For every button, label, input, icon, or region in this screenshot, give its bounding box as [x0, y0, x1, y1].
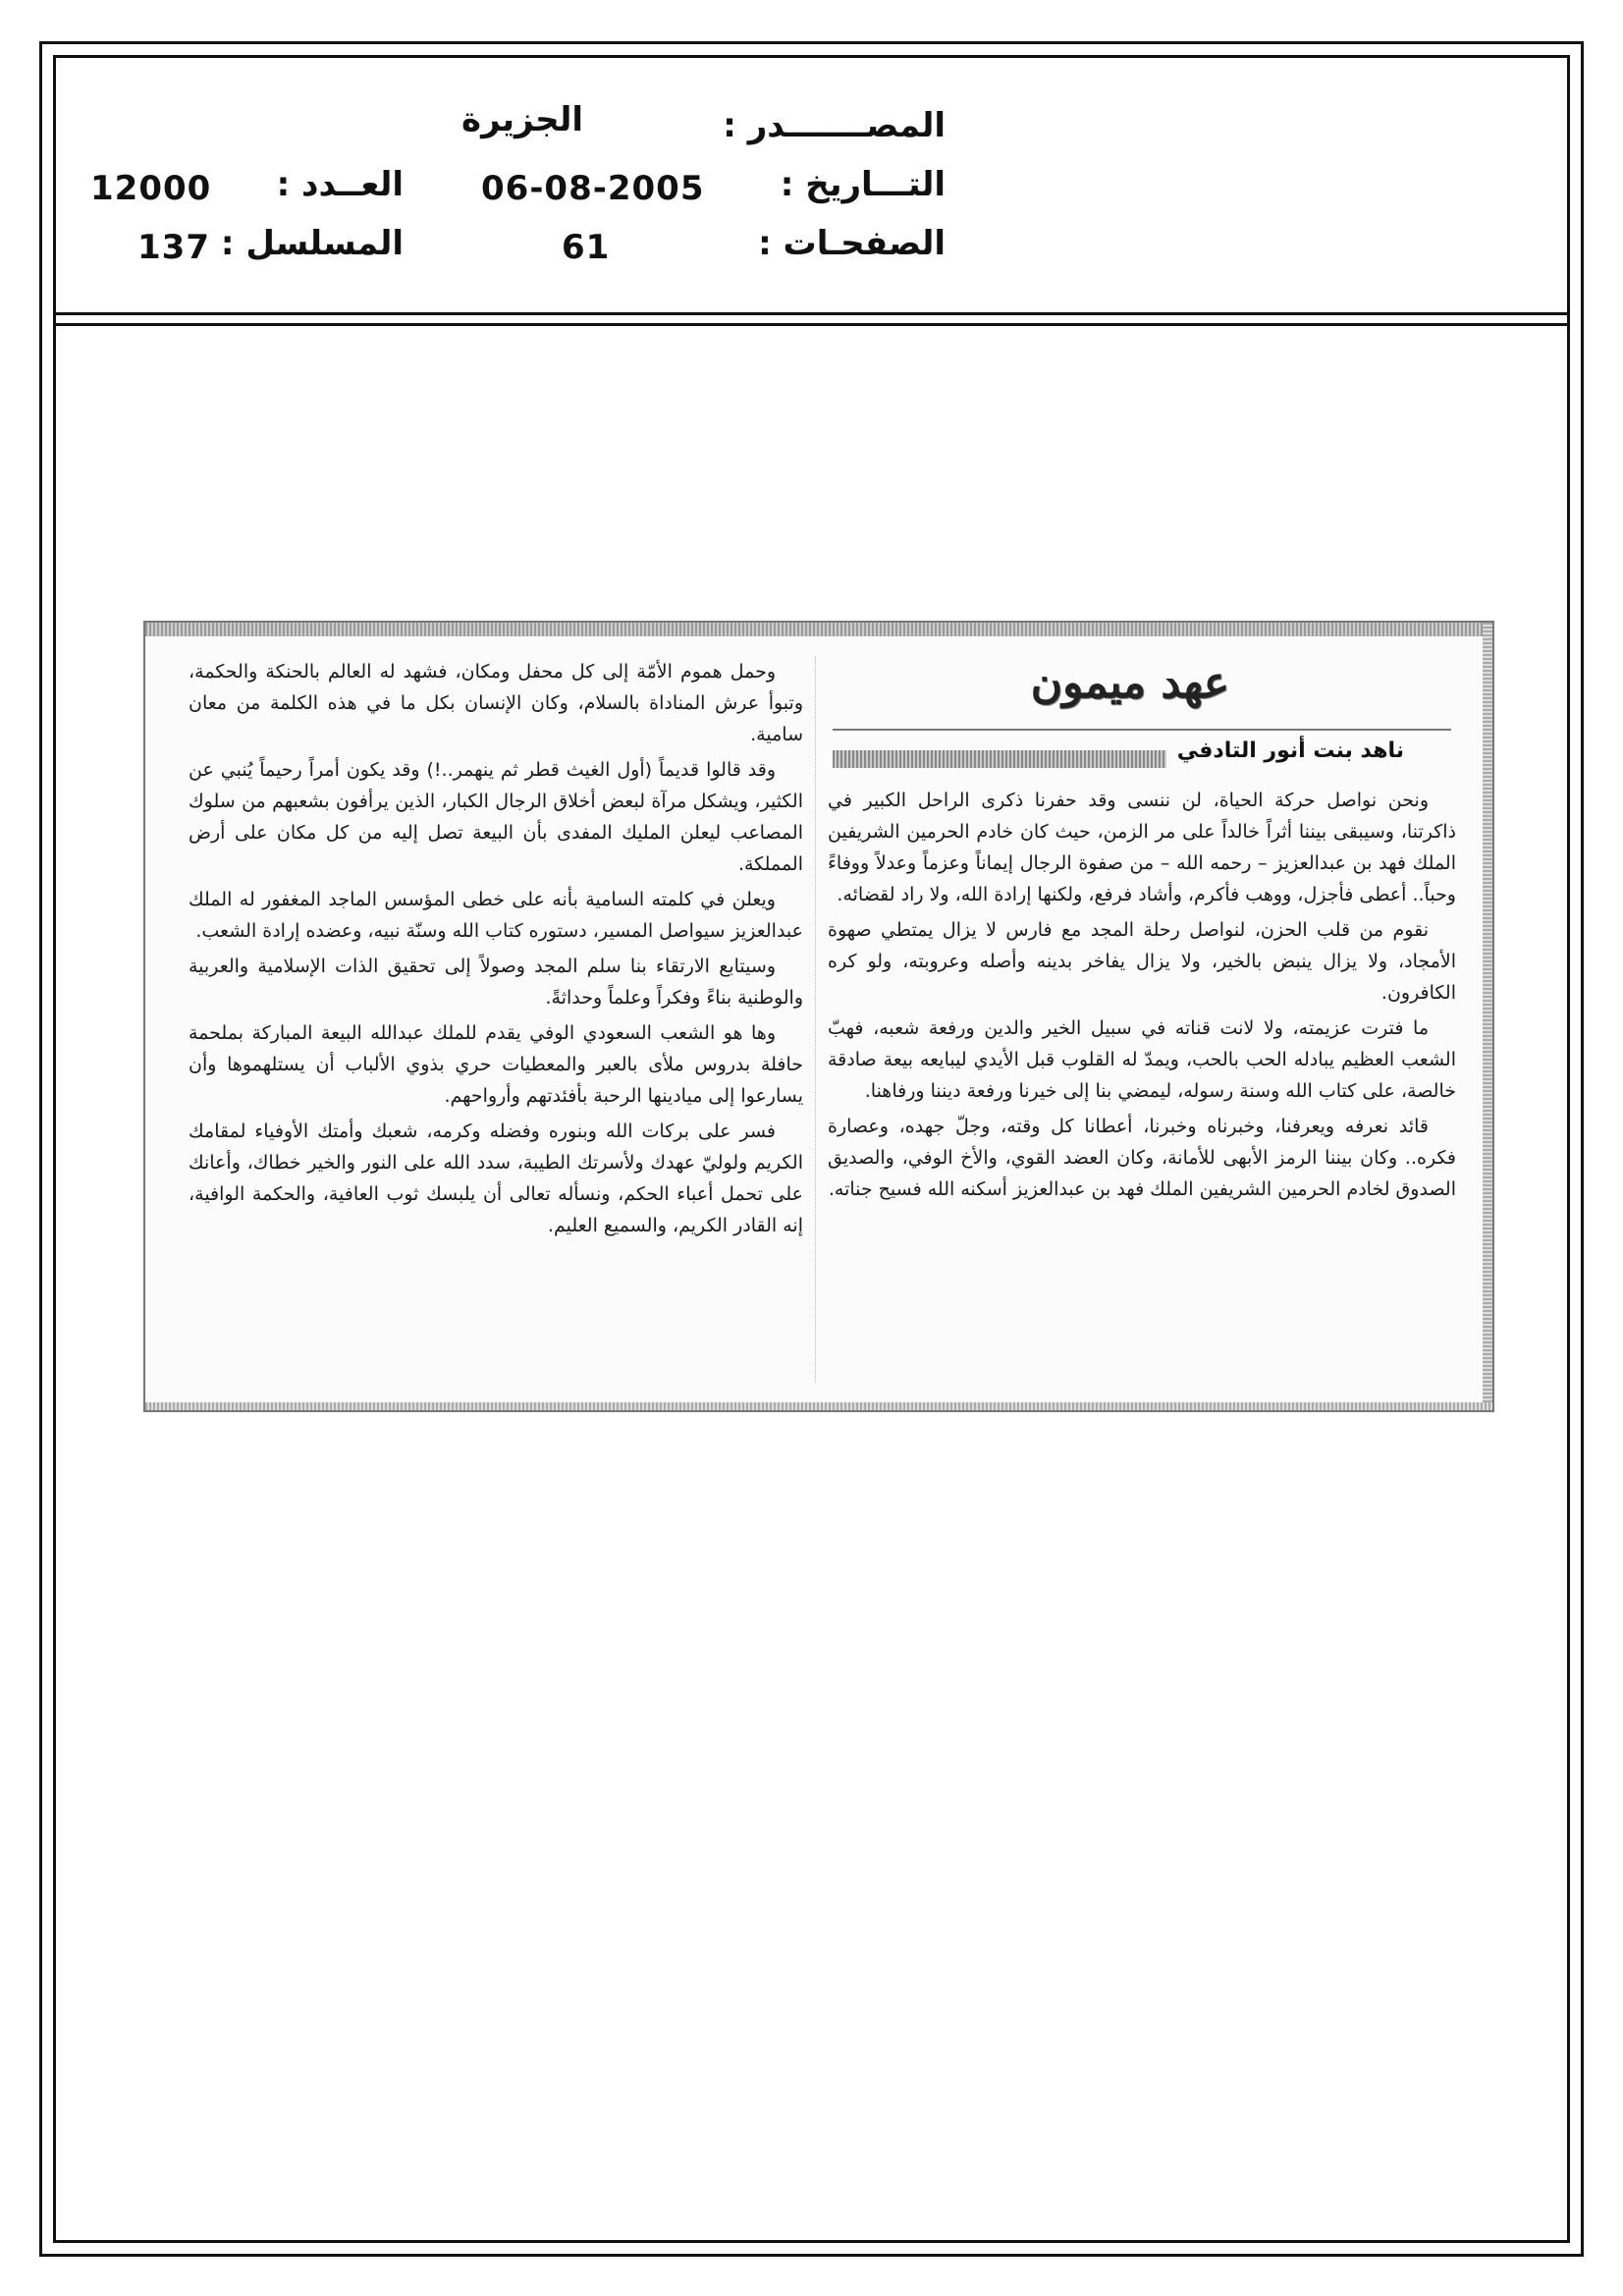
article-column-left	[189, 656, 803, 1245]
paragraph: قائد نعرفه ويعرفنا، وخبرناه وخبرنا، أعطانا كل وقته، وجلّ جهده، وعصارة فكره.. وكان بيننا الرمز الأبهى للأمانة، وكان العضد القوي، والأخ الوفي، والصديق الصدوق لخادم الحرمين الشريفين الملك فهد بن عبدالعزيز أسكنه الله فسيح جناته.	[828, 1116, 1456, 1200]
header-separator	[53, 312, 1570, 326]
paragraph: ويعلن في كلمته السامية بأنه على خطى المؤسس الماجد المغفور له الملك عبدالعزيز سيواصل المسير، دستوره كتاب الله وسنّة نبيه، وعضده إرادة الشعب.	[189, 889, 803, 942]
clipping-bottom-texture	[145, 1402, 1492, 1410]
paragraph: وحمل هموم الأمّة إلى كل محفل ومكان، فشهد له العالم بالحنكة والحكمة، وتبوأ عرش المناداة بالسلام، وكان الإنسان بكل ما في هذه الكلمة من معان سامية.	[189, 661, 803, 745]
issue-label: العــدد :	[276, 165, 404, 204]
paragraph: وقد قالوا قديماً (أول الغيث قطر ثم ينهمر..!) وقد يكون أمراً رحيماً يُنبي عن الكثير، ويشكل مرآة لبعض أخلاق الرجال الكبار، الذين يرأفون بشعبهم من سلوك المصاعب ليعلن المليك المفدى بأن البيعة تصل إليه من كل مكان على أرض المملكة.	[189, 759, 803, 875]
newspaper-clipping	[143, 621, 1494, 1412]
source-value: الجزيرة	[461, 100, 584, 139]
issue-value: 12000	[90, 169, 212, 208]
serial-value: 137	[137, 228, 210, 267]
pages-value: 61	[562, 228, 611, 267]
column-divider	[815, 656, 816, 1383]
article-byline: ناهد بنت أنور التادفي	[1176, 738, 1404, 763]
byline-bar	[833, 750, 1166, 768]
pages-label: الصفحـات :	[758, 224, 946, 263]
clipping-right-texture	[1483, 623, 1492, 1410]
serial-label: المسلسل :	[220, 224, 404, 263]
source-label: المصـــــــدر :	[723, 106, 946, 145]
paragraph: وها هو الشعب السعودي الوفي يقدم للملك عبدالله البيعة المباركة بملحمة حافلة بدروس ملأى بالعبر والمعطيات حري بذوي الألباب أن يستلهموها وأن يسارعوا إلى ميادينها الرحبة بأفئدتهم وأرواحهم.	[189, 1022, 803, 1107]
title-rule	[833, 729, 1451, 731]
date-value: 06-08-2005	[481, 169, 705, 208]
paragraph: وسيتابع الارتقاء بنا سلم المجد وصولاً إلى تحقيق الذات الإسلامية والعربية والوطنية بناءً وفكراً وعلماً وحداثةً.	[189, 956, 803, 1009]
date-label: التـــاريخ :	[780, 165, 946, 204]
article-column-right	[828, 785, 1456, 1209]
paragraph: نقوم من قلب الحزن، لنواصل رحلة المجد مع فارس لا يزال يمتطي صهوة الأمجاد، ولا يزال ينبض بالخير، ولا يزال يفاخر بدينه وأصله وعروبته، ولو كره الكافرون.	[828, 919, 1456, 1004]
article-title: عهد ميمون	[1030, 658, 1229, 708]
paragraph: ما فترت عزيمته، ولا لانت قناته في سبيل الخير والدين ورفعة شعبه، فهبّ الشعب العظيم يبادله الحب بالحب، ويمدّ له القلوب قبل الأيدي ليبايعه بيعة صادقة خالصة، على كتاب الله وسنة رسوله، ليمضي بنا إلى خيرنا ورفعة ديننا ورفاهنا.	[828, 1017, 1456, 1102]
clipping-top-texture	[145, 623, 1492, 636]
paragraph: فسر على بركات الله وبنوره وفضله وكرمه، شعبك وأمتك الأوفياء لمقامك الكريم ولوليّ عهدك ولأسرتك الطيبة، سدد الله على النور والخير خطاك، وأعانك على تحمل أعباء الحكم، ونسأله تعالى أن يلبسك ثوب العافية، والحكمة الوافية، إنه القادر الكريم، والسميع العليم.	[189, 1121, 803, 1236]
paragraph: ونحن نواصل حركة الحياة، لن ننسى وقد حفرنا ذكرى الراحل الكبير في ذاكرتنا، وسيبقى بيننا أثراً خالداً على مر الزمن، حيث كان خادم الحرمين الشريفين الملك فهد بن عبدالعزيز – رحمه الله – من صفوة الرجال إيماناً وعزماً وعدلاً ووفاءً وحباً.. أعطى فأجزل، ووهب فأكرم، وأشاد فرفع، ولكنها إرادة الله، ولا راد لقضائه.	[828, 790, 1456, 905]
